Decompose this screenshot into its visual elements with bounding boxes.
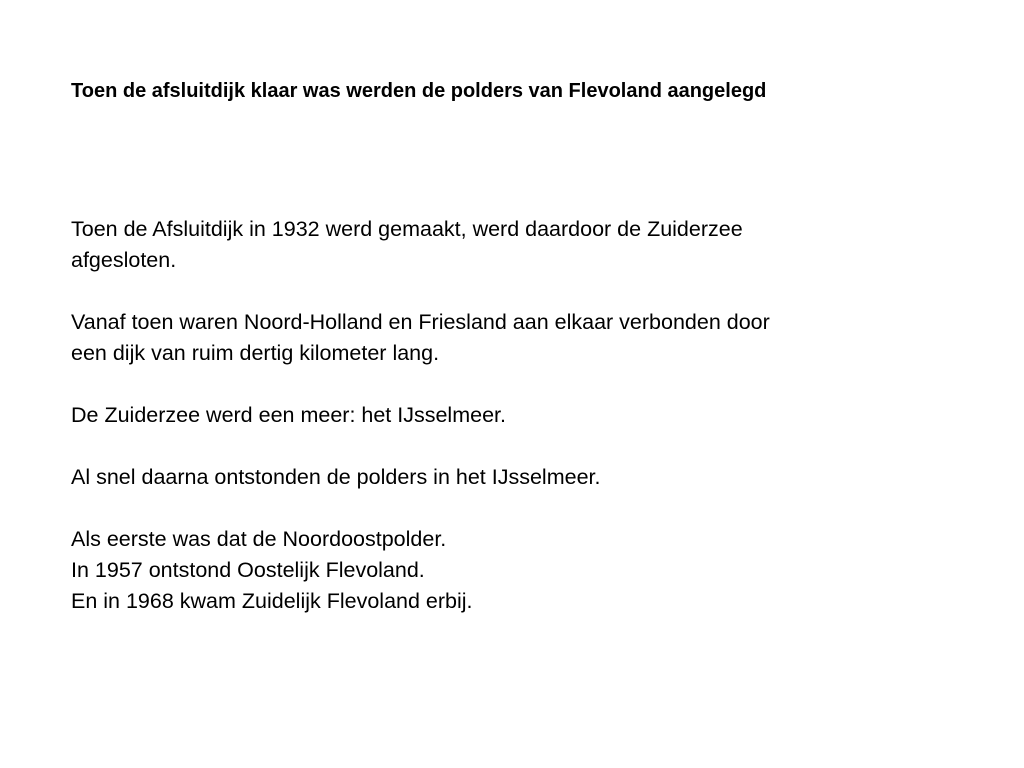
text-line: een dijk van ruim dertig kilometer lang. [71,341,440,365]
paragraph-ijsselmeer [71,400,951,431]
text-line: Al snel daarna ontstonden de polders in het IJsselmeer. [71,465,601,489]
paragraph-afsluitdijk [71,214,951,276]
text-line: Als eerste was dat de Noordoostpolder. [71,527,447,551]
paragraph-verbonden [71,307,951,369]
text-line: Vanaf toen waren Noord-Holland en Friesland aan elkaar verbonden door [71,310,770,334]
slide-body [71,214,951,648]
text-line: In 1957 ontstond Oostelijk Flevoland. [71,558,425,582]
slide-title: Toen de afsluitdijk klaar was werden de polders van Flevoland aangelegd [71,80,767,102]
paragraph-flevoland [71,524,951,617]
text-line: De Zuiderzee werd een meer: het IJsselmeer. [71,403,506,427]
paragraph-polders [71,462,951,493]
text-line: En in 1968 kwam Zuidelijk Flevoland erbij. [71,589,473,613]
text-line: Toen de Afsluitdijk in 1932 werd gemaakt, werd daardoor de Zuiderzee [71,217,743,241]
text-line: afgesloten. [71,248,177,272]
